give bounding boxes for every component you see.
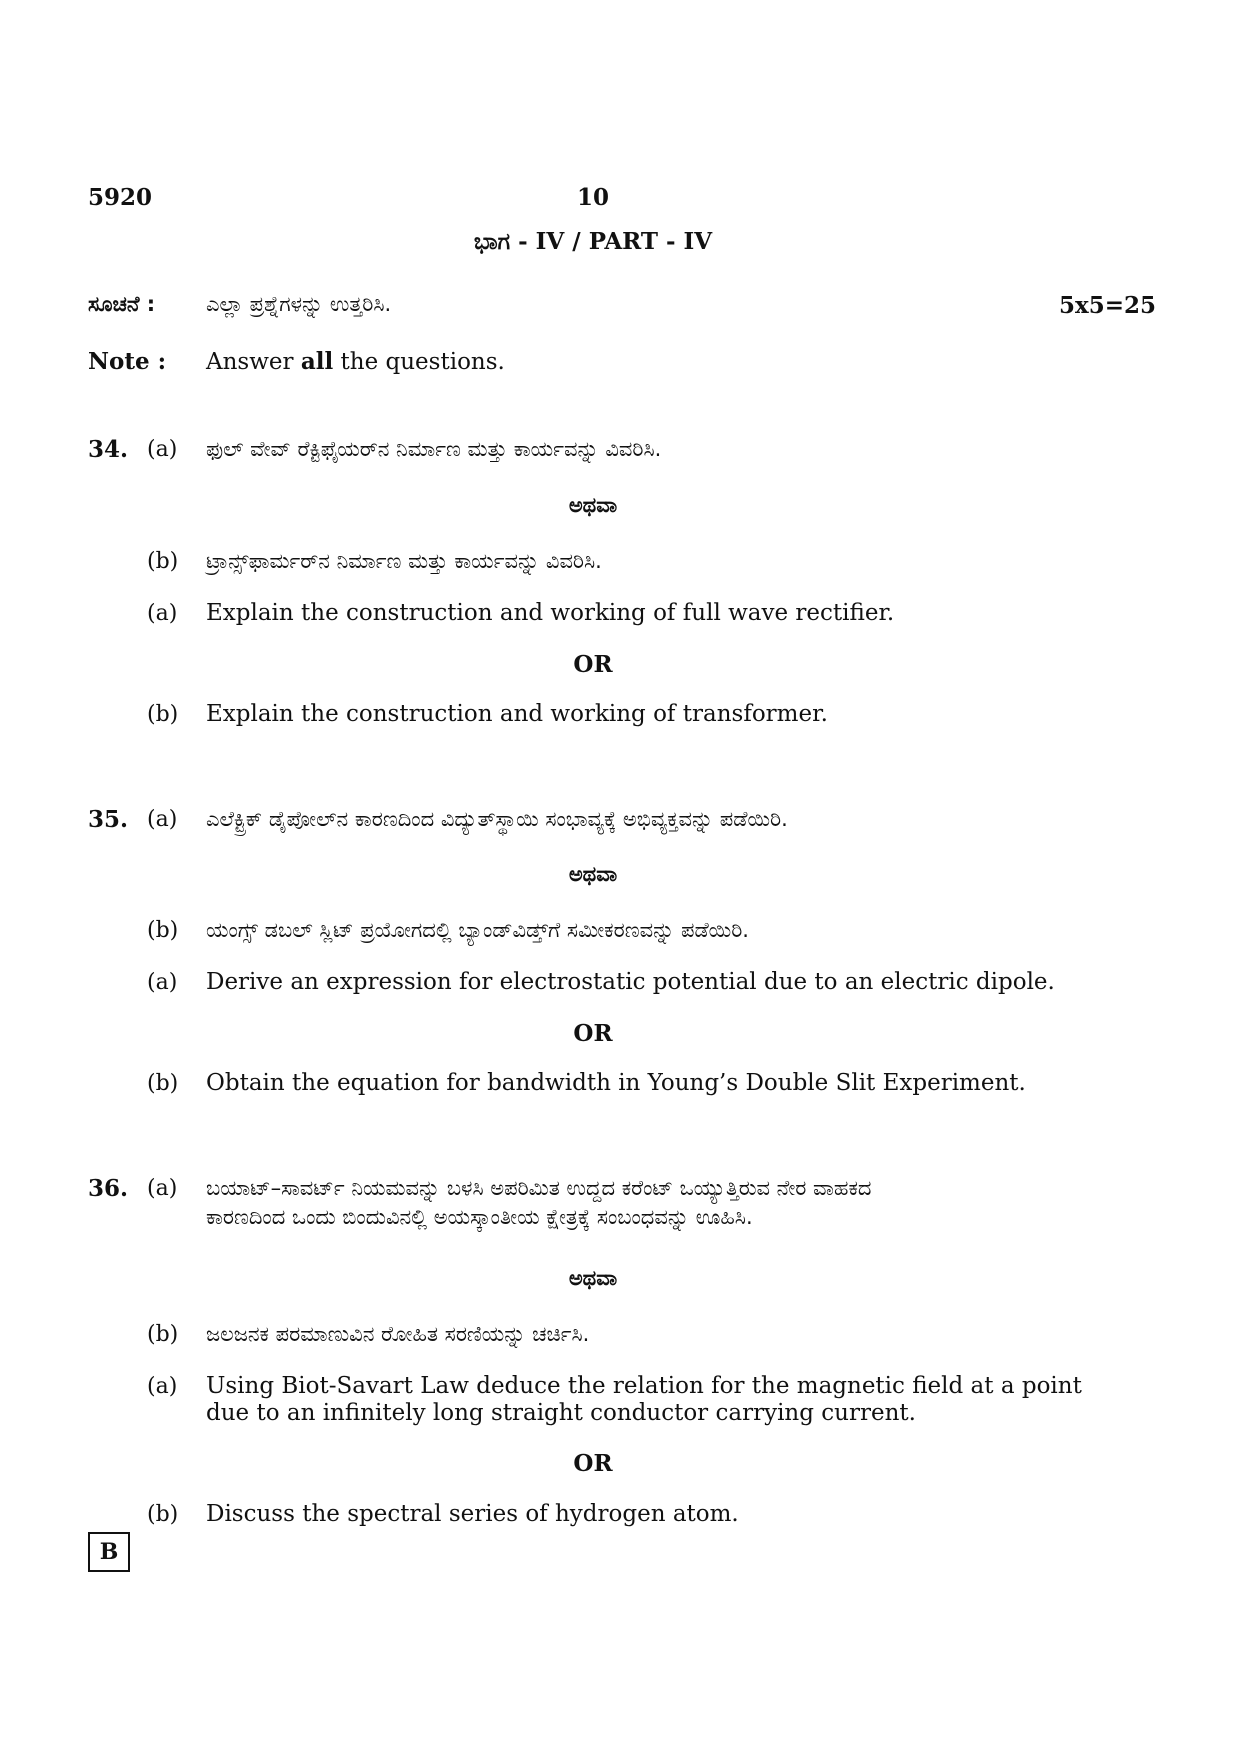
question-36-a-en-line2: due to an infinitely long straight conductor carrying current.: [206, 1400, 916, 1426]
note-text-before: Answer: [206, 349, 301, 375]
option-label-a: (a): [147, 970, 178, 995]
option-label-b: (b): [147, 918, 179, 943]
option-label-a: (a): [147, 1374, 178, 1399]
question-35-b-en: Obtain the equation for bandwidth in Young’s Double Slit Experiment.: [206, 1070, 1026, 1096]
option-label-b: (b): [147, 549, 179, 574]
or-kn: ಅಥವಾ: [568, 862, 618, 886]
part-title: ಭಾಗ - IV / PART - IV: [473, 228, 713, 255]
question-35-b-kn: ಯಂಗ್ಸ್ ಡಬಲ್ ಸ್ಲಿಟ್ ಪ್ರಯೋಗದಲ್ಲಿ ಬ್ಯಾಂಡ್‌ವಿಡ್ತ್‌ಗೆ ಸಮೀಕರಣವನ್ನು ಪಡೆಯಿರಿ.: [206, 918, 749, 942]
instruction-text-kn: ಎಲ್ಲಾ ಪ್ರಶ್ನೆಗಳನ್ನು ಉತ್ತರಿಸಿ.: [206, 292, 392, 316]
question-36-a-kn-line2: ಕಾರಣದಿಂದ ಒಂದು ಬಿಂದುವಿನಲ್ಲಿ ಅಯಸ್ಕಾಂತೀಯ ಕ್ಷೇತ್ರಕ್ಕೆ ಸಂಬಂಧವನ್ನು ಊಹಿಸಿ.: [206, 1205, 753, 1229]
option-label-b: (b): [147, 1071, 179, 1096]
note-text: [206, 348, 505, 375]
question-34-b-kn: ಟ್ರಾನ್ಸ್‌ಫಾರ್ಮರ್‌ನ ನಿರ್ಮಾಣ ಮತ್ತು ಕಾರ್ಯವನ್ನು ವಿವರಿಸಿ.: [206, 549, 602, 573]
note-text-after: the questions.: [333, 349, 505, 375]
or-en: OR: [573, 1450, 613, 1477]
or-en: OR: [573, 651, 613, 678]
note-text-bold: all: [300, 348, 334, 375]
or-kn: ಅಥವಾ: [568, 1266, 618, 1290]
option-label-a: (a): [147, 601, 178, 626]
option-label-b: (b): [147, 1322, 179, 1347]
note-label: Note :: [88, 348, 167, 375]
or-kn: ಅಥವಾ: [568, 493, 618, 517]
question-34-a-en: Explain the construction and working of full wave rectifier.: [206, 600, 895, 626]
question-36-a-kn-line1: ಬಯಾಟ್–ಸಾವರ್ಟ್ ನಿಯಮವನ್ನು ಬಳಸಿ ಅಪರಿಮಿತ ಉದ್ದದ ಕರೆಂಟ್ ಒಯ್ಯುತ್ತಿರುವ ನೇರ ವಾಹಕದ: [206, 1176, 872, 1200]
marks-label: 5x5=25: [1059, 292, 1156, 319]
option-label-a: (a): [147, 1176, 178, 1201]
question-36-b-kn: ಜಲಜನಕ ಪರಮಾಣುವಿನ ರೋಹಿತ ಸರಣಿಯನ್ನು ಚರ್ಚಿಸಿ.: [206, 1322, 590, 1346]
booklet-version-box: B: [88, 1532, 130, 1572]
question-34-b-en: Explain the construction and working of transformer.: [206, 701, 828, 727]
question-number: 36.: [88, 1175, 129, 1202]
option-label-b: (b): [147, 702, 179, 727]
paper-code: 5920: [88, 184, 153, 211]
instruction-label-kn: ಸೂಚನೆ :: [88, 292, 156, 316]
option-label-b: (b): [147, 1502, 179, 1527]
option-label-a: (a): [147, 437, 178, 462]
question-35-a-en: Derive an expression for electrostatic potential due to an electric dipole.: [206, 969, 1055, 995]
or-en: OR: [573, 1020, 613, 1047]
question-number: 35.: [88, 806, 129, 833]
question-36-a-en-line1: Using Biot-Savart Law deduce the relation for the magnetic field at a point: [206, 1373, 1082, 1399]
question-35-a-kn: ಎಲೆಕ್ಟ್ರಿಕ್ ಡೈಪೋಲ್‌ನ ಕಾರಣದಿಂದ ವಿದ್ಯುತ್‌ಸ್ಥಾಯಿ ಸಂಭಾವ್ಯಕ್ಕೆ ಅಭಿವ್ಯಕ್ತವನ್ನು ಪಡೆಯಿರಿ.: [206, 807, 788, 831]
question-36-b-en: Discuss the spectral series of hydrogen atom.: [206, 1501, 739, 1527]
page-number: 10: [576, 184, 609, 211]
question-number: 34.: [88, 436, 129, 463]
option-label-a: (a): [147, 807, 178, 832]
question-34-a-kn: ಫುಲ್ ವೇವ್ ರೆಕ್ಟಿಫೈಯರ್‌ನ ನಿರ್ಮಾಣ ಮತ್ತು ಕಾರ್ಯವನ್ನು ವಿವರಿಸಿ.: [206, 437, 662, 461]
